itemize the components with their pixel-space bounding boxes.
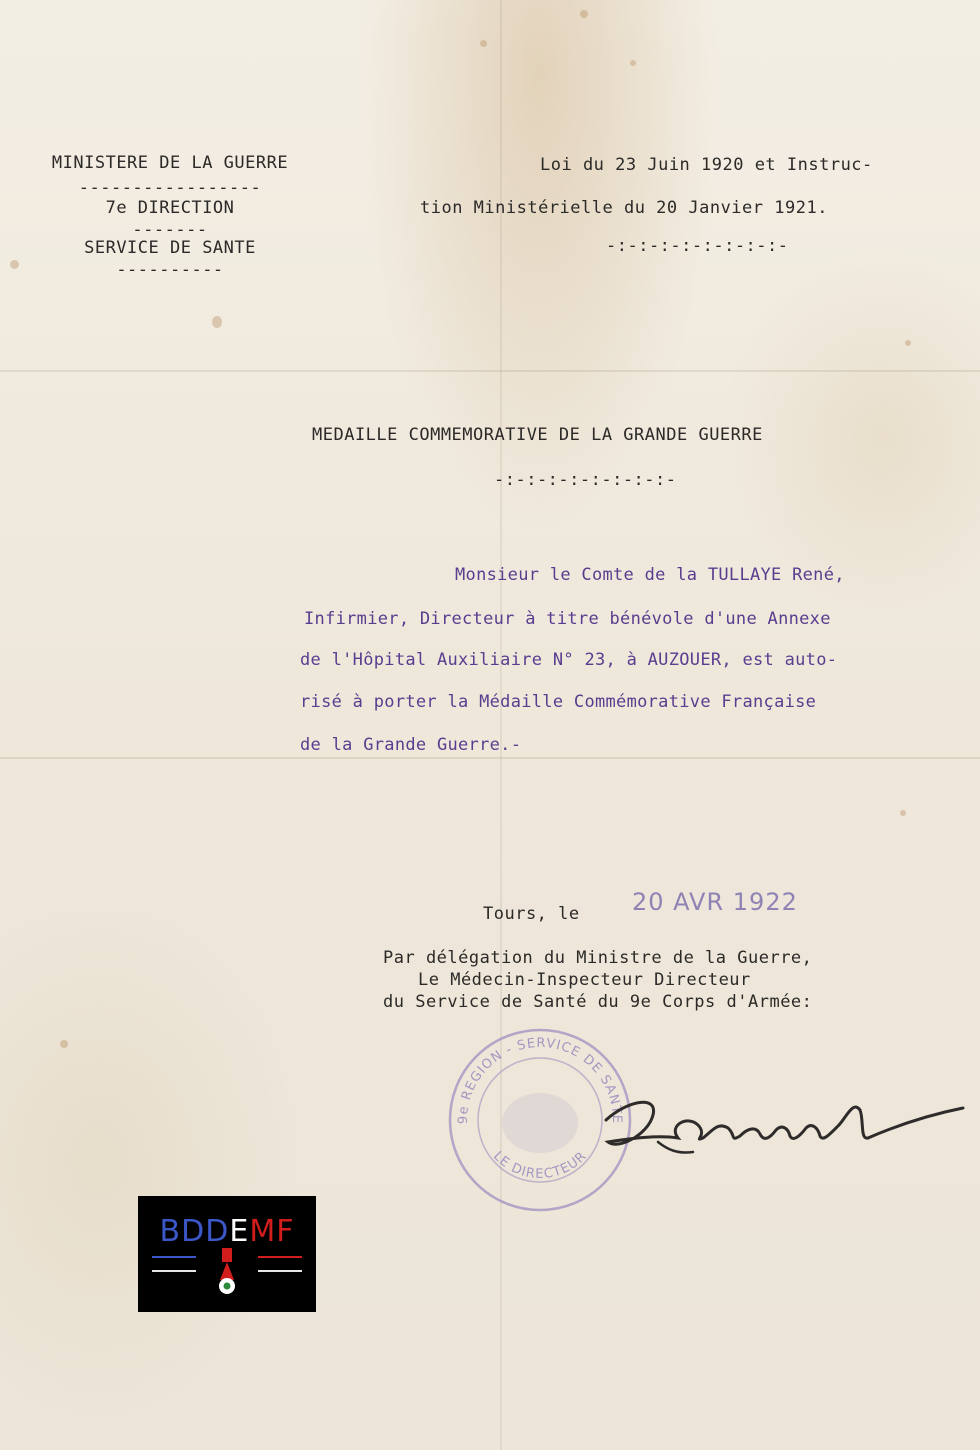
foxing-spot <box>630 60 636 66</box>
ministry-heading: MINISTERE DE LA GUERRE <box>51 153 289 173</box>
svg-text:LE DIRECTEUR <box>490 1149 590 1182</box>
body-line-4: risé à porter la Médaille Commémorative Française <box>300 692 817 712</box>
recipient-line: Monsieur le Comte de la TULLAYE René, <box>455 565 845 585</box>
ministry-rule: ----------------- <box>78 178 262 198</box>
foxing-spot <box>480 40 487 47</box>
foxing-spot <box>905 340 911 346</box>
bddemmf-logo <box>138 1196 316 1312</box>
seal-emblem <box>502 1093 578 1153</box>
service-heading: SERVICE DE SANTE <box>84 238 256 258</box>
body-line-5: de la Grande Guerre.- <box>300 735 522 755</box>
title-divider: -:-:-:-:-:-:-:-:- <box>494 470 677 490</box>
law-reference-line2: tion Ministérielle du 20 Janvier 1921. <box>420 198 828 218</box>
paper-fold <box>0 370 980 372</box>
service-rule: ---------- <box>116 260 224 280</box>
logo-text-red: MF <box>249 1214 295 1249</box>
paper-fold <box>0 757 980 759</box>
seal-ring-text: 9e REGION - SERVICE DE SANTE <box>455 1035 625 1125</box>
direction-rule: ------- <box>132 220 208 240</box>
law-reference-divider: -:-:-:-:-:-:-:-:- <box>606 236 789 256</box>
seal-bottom-text: LE DIRECTEUR <box>490 1148 590 1182</box>
foxing-spot <box>10 260 19 269</box>
logo-text-white: E <box>229 1214 250 1249</box>
place-label: Tours, le <box>483 904 580 924</box>
foxing-spot <box>212 316 222 328</box>
logo-text-blue: BDD <box>159 1214 230 1249</box>
foxing-spot <box>580 10 588 18</box>
delegation-line-3: du Service de Santé du 9e Corps d'Armée: <box>383 992 813 1012</box>
medal-title: MEDAILLE COMMEMORATIVE DE LA GRANDE GUERRE <box>312 425 763 445</box>
foxing-spot <box>60 1040 68 1048</box>
body-line-3: de l'Hôpital Auxiliaire N° 23, à AUZOUER, est auto- <box>300 650 838 670</box>
delegation-line-2: Le Médecin-Inspecteur Directeur <box>418 970 751 990</box>
law-reference-line1: Loi du 23 Juin 1920 et Instruc- <box>540 155 873 175</box>
date-stamp: 20 AVR 1922 <box>632 888 798 916</box>
delegation-line-1: Par délégation du Ministre de la Guerre, <box>383 948 813 968</box>
foxing-spot <box>900 810 906 816</box>
handwritten-signature <box>598 1080 968 1170</box>
direction-heading: 7e DIRECTION <box>105 198 235 218</box>
body-line-2: Infirmier, Directeur à titre bénévole d'une Annexe <box>304 609 831 629</box>
logo-wordmark <box>138 1214 316 1249</box>
